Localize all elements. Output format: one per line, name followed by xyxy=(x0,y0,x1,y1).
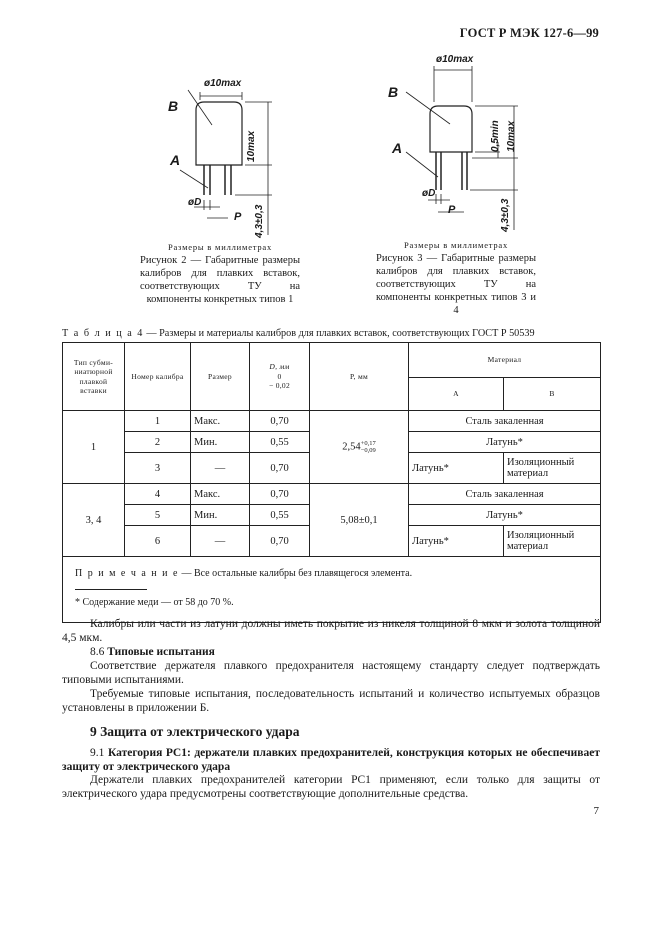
cell-p-base: 2,54 xyxy=(342,441,361,453)
header-p: P, мм xyxy=(310,343,409,411)
header-material-b: В xyxy=(504,378,601,411)
footnote: * Содержание меди — от 58 до 70 %. xyxy=(75,597,234,608)
cell-size: Макс. xyxy=(191,484,250,505)
paragraph-type-tests: Соответствие держателя плавкого предохранителя настоящему стандарту следует подтверждать типовыми испытаниями. xyxy=(62,660,600,686)
figure-3-d-dim: øD xyxy=(422,188,436,199)
header-d-lower: − 0,02 xyxy=(268,381,291,391)
figure-2-caption: Рисунок 2 — Габаритные размеры калибров для плавких вставок, соответствующих ТУ на компоненты конкретных типов 1 xyxy=(140,255,300,305)
section-9-1-number: 9.1 xyxy=(90,747,105,759)
cell-number: 1 xyxy=(125,411,191,432)
note-prefix: П р и м е ч а н и е xyxy=(75,568,179,579)
paragraph-coating: Калибры или части из латуни должны иметь покрытие из никеля толщиной 8 мкм и золота толщиной 4,5 мкм. xyxy=(62,618,600,644)
document-header: ГОСТ Р МЭК 127-6—99 xyxy=(459,26,599,40)
table-4-caption-prefix: Т а б л и ц а 4 xyxy=(62,328,144,339)
figure-2-label-b: B xyxy=(168,98,179,114)
section-8-6-heading xyxy=(62,646,600,660)
cell-p-tol-lower: −0,09 xyxy=(360,447,376,454)
figure-2-units: Размеры в миллиметрах xyxy=(167,242,273,252)
figure-3 xyxy=(378,52,538,232)
section-8-6-title: Типовые испытания xyxy=(107,646,215,658)
cell-number: 6 xyxy=(125,526,191,557)
figure-3-height-dim: 10max xyxy=(506,120,517,152)
header-material-a: А xyxy=(409,378,504,411)
cell-p-tolerance xyxy=(361,440,376,454)
section-8-6-number: 8.6 xyxy=(90,646,105,658)
figure-2-width-dim: ø10max xyxy=(204,78,242,89)
figure-3-p-dim: P xyxy=(448,204,456,216)
cell-size: — xyxy=(191,526,250,557)
cell-type: 3, 4 xyxy=(63,484,125,557)
page-number: 7 xyxy=(593,805,599,817)
figure-2-p-dim: P xyxy=(234,211,242,223)
section-9-heading: 9 Защита от электрического удара xyxy=(90,724,300,739)
section-9-1-title: Категория PC1: держатели плавких предохранителей, конструкция которых не обеспечивает защиту от электрического удара xyxy=(62,747,601,773)
cell-d: 0,55 xyxy=(250,432,310,453)
header-d xyxy=(250,343,310,411)
cell-p-tol-upper: +0,17 xyxy=(360,440,376,447)
cell-p xyxy=(310,411,409,484)
cell-number: 3 xyxy=(125,453,191,484)
cell-material: Латунь* xyxy=(409,505,601,526)
table-4-caption-text: — Размеры и материалы калибров для плавких вставок, соответствующих ГОСТ Р 50539 xyxy=(146,328,535,339)
cell-number: 4 xyxy=(125,484,191,505)
section-9-1-heading xyxy=(62,747,600,774)
cell-material: Латунь* xyxy=(409,432,601,453)
paragraph-pc1: Держатели плавких предохранителей категории PC1 применяют, если только для защиты от электрического удара предусмотрены соответствующие дополнительные средства. xyxy=(62,774,600,800)
cell-d: 0,70 xyxy=(250,484,310,505)
figure-3-units: Размеры в миллиметрах xyxy=(403,240,509,250)
header-d-upper: 0 xyxy=(277,371,282,381)
cell-material-b: Изоляционный материал xyxy=(504,453,601,484)
cell-d: 0,70 xyxy=(250,453,310,484)
table-4-caption xyxy=(62,328,535,339)
table-note xyxy=(63,557,601,623)
figure-3-label-a: A xyxy=(392,140,403,156)
cell-material-a: Латунь* xyxy=(409,453,504,484)
cell-material-b: Изоляционный материал xyxy=(504,526,601,557)
table-row xyxy=(63,411,601,432)
figure-3-pin-dim: 4,3±0,3 xyxy=(500,198,511,232)
paragraph-test-sequence: Требуемые типовые испытания, последовательность испытаний и количество испытуемых образцов установлены в приложении Б. xyxy=(62,688,600,714)
figure-2-d-dim: øD xyxy=(188,197,202,208)
cell-d: 0,70 xyxy=(250,526,310,557)
cell-number: 2 xyxy=(125,432,191,453)
note-text: — Все остальные калибры без плавящегося элемента. xyxy=(181,568,413,579)
cell-material: Сталь закаленная xyxy=(409,484,601,505)
figure-2 xyxy=(150,70,300,238)
table-note-row xyxy=(63,557,601,623)
cell-size: Мин. xyxy=(191,505,250,526)
cell-size: Мин. xyxy=(191,432,250,453)
cell-d: 0,70 xyxy=(250,411,310,432)
cell-type: 1 xyxy=(63,411,125,484)
figure-3-gap-dim: 0,5min xyxy=(490,120,501,152)
header-type: Тип субми-ниатюрной плавкой вставки xyxy=(63,343,125,411)
header-number: Номер калибра xyxy=(125,343,191,411)
header-material: Материал xyxy=(409,343,601,378)
figure-3-label-b: B xyxy=(388,84,399,100)
cell-p: 5,08±0,1 xyxy=(310,484,409,557)
figure-2-pin-dim: 4,3±0,3 xyxy=(254,204,265,238)
figure-2-height-dim: 10max xyxy=(246,130,257,162)
table-row xyxy=(63,484,601,505)
cell-material: Сталь закаленная xyxy=(409,411,601,432)
cell-d: 0,55 xyxy=(250,505,310,526)
header-size: Размер xyxy=(191,343,250,411)
figure-2-label-a: A xyxy=(170,152,181,168)
cell-size: Макс. xyxy=(191,411,250,432)
footnote-divider xyxy=(75,589,147,590)
header-d-main: D, мм xyxy=(269,362,290,372)
cell-number: 5 xyxy=(125,505,191,526)
cell-material-a: Латунь* xyxy=(409,526,504,557)
figure-3-width-dim: ø10max xyxy=(436,54,474,65)
table-4 xyxy=(62,342,601,623)
figure-3-caption: Рисунок 3 — Габаритные размеры калибров для плавких вставок, соответствующих ТУ на компоненты конкретных типов 3 и 4 xyxy=(376,253,536,316)
cell-size: — xyxy=(191,453,250,484)
note-line xyxy=(75,567,588,581)
